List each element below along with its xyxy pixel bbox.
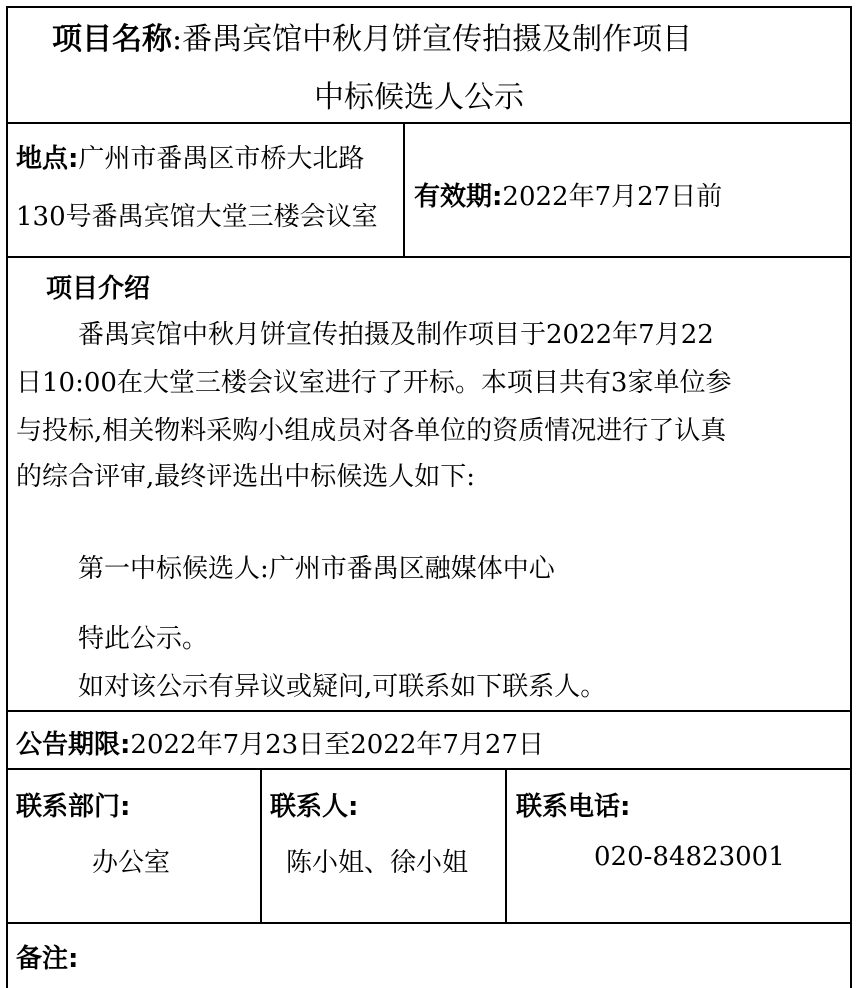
contact-phone-value: 020-84823001: [594, 842, 785, 872]
intro-paragraph-line1: 番禺宾馆中秋月饼宣传拍摄及制作项目于2022年7月22: [78, 320, 714, 350]
row-divider-period: [6, 768, 852, 770]
location-value-line2: 130号番禺宾馆大堂三楼会议室: [16, 202, 378, 232]
col-divider-location: [403, 122, 405, 258]
table-border-top: [6, 6, 852, 8]
project-title-line2: 中标候选人公示: [314, 80, 524, 115]
project-title-line1: [52, 14, 692, 58]
location-label: 地点:: [16, 144, 79, 174]
project-name-value: 番禺宾馆中秋月饼宣传拍摄及制作项目: [182, 22, 693, 57]
intro-paragraph-line3: 与投标,相关物料采购小组成员对各单位的资质情况进行了认真: [16, 416, 727, 446]
row-divider-intro: [6, 710, 852, 712]
table-border-right: [850, 6, 852, 988]
intro-paragraph-line2: 日10:00在大堂三楼会议室进行了开标。本项目共有3家单位参: [16, 368, 732, 398]
period-label: 公告期限:: [16, 730, 131, 760]
announcement-period: [16, 724, 544, 761]
period-value: 2022年7月23日至2022年7月27日: [130, 730, 544, 760]
location-value-line1: 广州市番禺区市桥大北路: [78, 144, 365, 174]
remarks-label: 备注:: [16, 944, 79, 974]
contact-dept-value: 办公室: [92, 848, 171, 878]
contact-person-label: 联系人:: [270, 792, 359, 822]
col-divider-contact-2: [505, 768, 507, 924]
row-divider-title: [6, 122, 852, 124]
winning-candidate: 第一中标候选人:广州市番禺区融媒体中心: [78, 554, 555, 584]
validity-value: 2022年7月27日前: [502, 182, 723, 212]
validity-label: 有效期:: [414, 182, 503, 212]
row-divider-location: [6, 256, 852, 258]
col-divider-contact-1: [260, 768, 262, 924]
contact-person-value: 陈小姐、徐小姐: [286, 848, 469, 878]
intro-heading: 项目介绍: [46, 274, 151, 304]
contact-dept-label: 联系部门:: [16, 792, 131, 822]
table-border-left: [6, 6, 8, 988]
project-name-colon: :: [172, 22, 183, 57]
row-divider-contacts: [6, 922, 852, 924]
project-name-label: 项目名称: [52, 22, 172, 57]
contact-note: 如对该公示有异议或疑问,可联系如下联系人。: [78, 672, 607, 702]
validity-field: [414, 176, 722, 213]
intro-paragraph-line4: 的综合评审,最终评选出中标候选人如下:: [16, 462, 476, 492]
location-line1: [16, 138, 364, 175]
contact-phone-label: 联系电话:: [516, 792, 631, 822]
notice-text: 特此公示。: [78, 624, 209, 654]
